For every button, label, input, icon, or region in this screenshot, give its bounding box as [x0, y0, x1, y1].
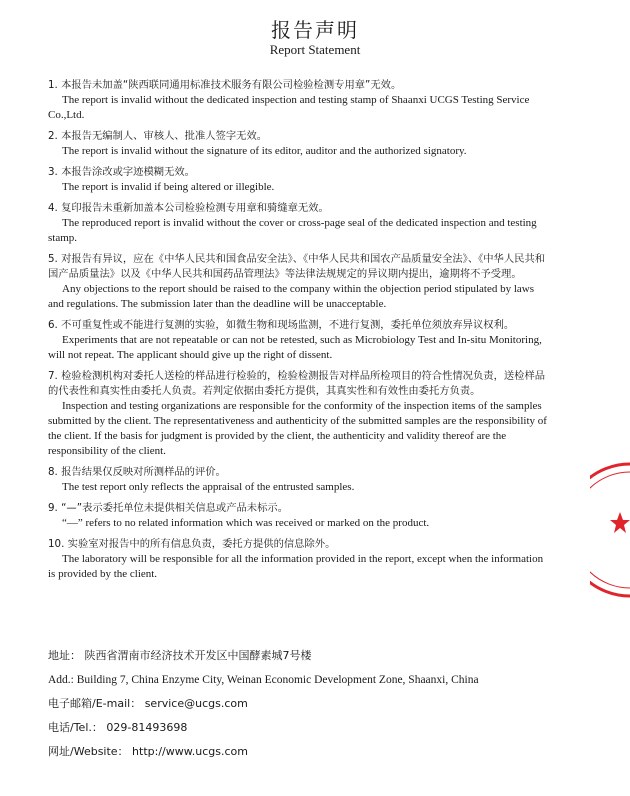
partial-seal-stamp	[590, 460, 630, 600]
statement-cn: 4. 复印报告未重新加盖本公司检验检测专用章和骑缝章无效。	[48, 202, 329, 214]
statement-en: Inspection and testing organizations are responsible for the conformity of the inspection items of the samples submitted by the client. The representativeness and authenticity of the submitted samples are the responsibility of the client. If the basis for judgment is provided by the client, the authenticity and validity thereof are the responsibility of the client.	[48, 400, 547, 457]
statement-item-5	[48, 252, 548, 312]
address-cn: 地址： 陕西省渭南市经济技术开发区中国酵素城7号楼	[48, 649, 312, 662]
statement-list	[48, 78, 548, 588]
statement-cn: 2. 本报告无编制人、审核人、批准人签字无效。	[48, 130, 268, 142]
website-line: 网址/Website： http://www.ucgs.com	[48, 745, 248, 758]
statement-en: “—” refers to no related information which was received or marked on the product.	[62, 517, 430, 529]
statement-item-8	[48, 465, 548, 495]
statement-cn: 8. 报告结果仅反映对所测样品的评价。	[48, 466, 226, 478]
statement-en: Experiments that are not repeatable or can not be retested, such as Microbiology Test and In-situ Monitoring, will not repeat. The applicant should give up the right of dissent.	[48, 334, 542, 361]
statement-item-6	[48, 318, 548, 363]
statement-en: The report is invalid if being altered or illegible.	[62, 181, 275, 193]
statement-cn: 9. “—”表示委托单位未提供相关信息或产品未标示。	[48, 502, 288, 514]
contact-block	[48, 648, 588, 768]
statement-cn: 5. 对报告有异议，应在《中华人民共和国食品安全法》、《中华人民共和国农产品质量安全法》、《中华人民共和国产品质量法》以及《中华人民共和国药品管理法》等法律法规规定的异议期内提出，逾期将不予受理。	[48, 253, 546, 280]
statement-en: The test report only reflects the appraisal of the entrusted samples.	[62, 481, 355, 493]
statement-en: The laboratory will be responsible for all the information provided in the report, except when the information is provided by the client.	[48, 553, 544, 580]
email-line: 电子邮箱/E-mail： service@ucgs.com	[48, 697, 248, 710]
statement-cn: 3. 本报告涂改或字迹模糊无效。	[48, 166, 195, 178]
statement-en: The reproduced report is invalid without the cover or cross-page seal of the dedicated inspection and testing stamp.	[48, 217, 537, 244]
statement-en: The report is invalid without the dedicated inspection and testing stamp of Shaanxi UCGS Testing Service Co.,Ltd.	[48, 94, 530, 121]
address-en: Add.: Building 7, China Enzyme City, Weinan Economic Development Zone, Shaanxi, China	[48, 674, 479, 686]
statement-item-7	[48, 369, 548, 459]
statement-cn: 1. 本报告未加盖“陕西联同通用标准技术服务有限公司检验检测专用章”无效。	[48, 79, 402, 91]
statement-en: Any objections to the report should be raised to the company within the objection period stipulated by laws and regulations. The submission later than the deadline will be unacceptable.	[48, 283, 534, 310]
statement-item-1	[48, 78, 548, 123]
statement-item-4	[48, 201, 548, 246]
statement-item-3	[48, 165, 548, 195]
statement-cn: 7. 检验检测机构对委托人送检的样品进行检验的，检验检测报告对样品所检项目的符合性情况负责，送检样品的代表性和真实性由委托人负责。若判定依据由委托方提供，其真实性和有效性由委托方负责。	[48, 370, 546, 397]
statement-item-2	[48, 129, 548, 159]
statement-item-10	[48, 537, 548, 582]
statement-item-9	[48, 501, 548, 531]
statement-cn: 10. 实验室对报告中的所有信息负责，委托方提供的信息除外。	[48, 538, 336, 550]
statement-en: The report is invalid without the signature of its editor, auditor and the authorized signatory.	[62, 145, 467, 157]
statement-cn: 6. 不可重复性或不能进行复测的实验，如微生物和现场监测，不进行复测，委托单位须放弃异议权利。	[48, 319, 515, 331]
page-title-en: Report Statement	[269, 42, 361, 57]
page-title-cn: 报告声明	[271, 18, 359, 42]
tel-line: 电话/Tel.： 029-81493698	[48, 721, 188, 734]
